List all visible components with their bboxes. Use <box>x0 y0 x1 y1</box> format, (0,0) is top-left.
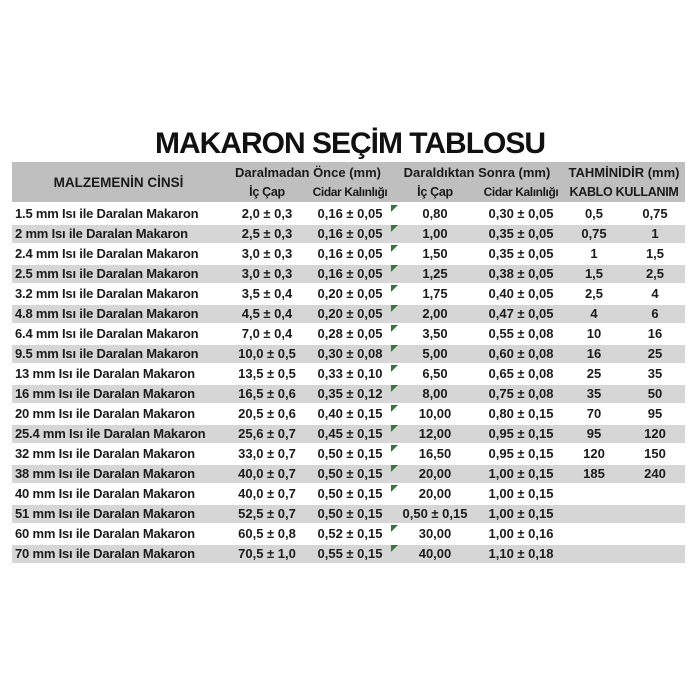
cell-wall-thickness-before: 0,16 ± 0,05 <box>317 206 383 221</box>
cell-inner-diameter-after: 20,00 <box>391 485 479 503</box>
table-row <box>12 545 685 565</box>
cell-wall-thickness-before: 0,16 ± 0,05 <box>317 246 383 261</box>
cell-wall-thickness-after: 1,10 ± 0,18 <box>488 546 554 561</box>
number-stored-as-text-indicator-icon <box>391 485 398 492</box>
cell-material: 2 mm Isı ile Daralan Makaron <box>15 226 188 241</box>
number-stored-as-text-indicator-icon <box>391 325 398 332</box>
cell-cable-max <box>625 505 685 523</box>
header-wall-thickness-before: Cidar Kalınlığı <box>312 185 388 199</box>
cell-wall-thickness-before: 0,50 ± 0,15 <box>317 446 383 461</box>
cell-inner-diameter-before: 2,5 ± 0,3 <box>241 226 293 241</box>
cell-wall-thickness-after: 0,60 ± 0,08 <box>488 346 554 361</box>
number-stored-as-text-indicator-icon <box>391 265 398 272</box>
cell-material: 40 mm Isı ile Daralan Makaron <box>15 486 195 501</box>
table-row <box>12 305 685 325</box>
header-group-after-shrink: Daraldıktan Sonra (mm) <box>403 164 551 180</box>
cell-inner-diameter-before: 3,5 ± 0,4 <box>241 286 293 301</box>
cell-inner-diameter-after: 16,50 <box>391 445 479 463</box>
number-stored-as-text-indicator-icon <box>391 305 398 312</box>
number-stored-as-text-indicator-icon <box>391 405 398 412</box>
number-stored-as-text-indicator-icon <box>391 285 398 292</box>
header-group-before-shrink: Daralmadan Önce (mm) <box>235 164 381 180</box>
cell-material: 2.4 mm Isı ile Daralan Makaron <box>15 246 199 261</box>
cell-inner-diameter-before: 25,6 ± 0,7 <box>238 426 296 441</box>
cell-cable-max: 2,5 <box>645 266 665 281</box>
cell-material: 6.4 mm Isı ile Daralan Makaron <box>15 326 199 341</box>
table-row <box>12 325 685 345</box>
cell-inner-diameter-before: 70,5 ± 1,0 <box>238 546 296 561</box>
cell-inner-diameter-before: 16,5 ± 0,6 <box>238 386 296 401</box>
cell-inner-diameter-after: 30,00 <box>391 525 479 543</box>
cell-cable-min: 35 <box>586 386 602 401</box>
cell-cable-min <box>563 545 625 563</box>
cell-material: 16 mm Isı ile Daralan Makaron <box>15 386 195 401</box>
cell-wall-thickness-before: 0,20 ± 0,05 <box>317 286 383 301</box>
table-row <box>12 525 685 545</box>
header-inner-diameter-before: İç Çap <box>249 185 285 199</box>
cell-cable-max: 50 <box>647 386 663 401</box>
cell-wall-thickness-before: 0,28 ± 0,05 <box>317 326 383 341</box>
cell-wall-thickness-after: 0,38 ± 0,05 <box>488 266 554 281</box>
table-row <box>12 205 685 225</box>
cell-wall-thickness-before: 0,50 ± 0,15 <box>317 466 383 481</box>
makaron-table <box>12 162 685 565</box>
cell-cable-min: 4 <box>590 306 598 321</box>
cell-inner-diameter-before: 2,0 ± 0,3 <box>241 206 293 221</box>
cell-cable-min <box>563 485 625 503</box>
cell-cable-min: 95 <box>586 426 602 441</box>
table-row <box>12 365 685 385</box>
cell-inner-diameter-after: 1,25 <box>391 265 479 283</box>
cell-inner-diameter-after: 20,00 <box>391 465 479 483</box>
cell-material: 38 mm Isı ile Daralan Makaron <box>15 466 195 481</box>
header-group-estimate: TAHMİNİDİR (mm) <box>568 164 680 180</box>
table-header <box>12 162 685 202</box>
table-row <box>12 425 685 445</box>
cell-material: 51 mm Isı ile Daralan Makaron <box>15 506 195 521</box>
number-stored-as-text-indicator-icon <box>391 245 398 252</box>
cell-inner-diameter-before: 52,5 ± 0,7 <box>238 506 296 521</box>
cell-cable-min <box>563 505 625 523</box>
table-row <box>12 465 685 485</box>
cell-inner-diameter-before: 60,5 ± 0,8 <box>238 526 296 541</box>
number-stored-as-text-indicator-icon <box>391 445 398 452</box>
table-body <box>12 205 685 565</box>
cell-wall-thickness-after: 1,00 ± 0,16 <box>488 526 554 541</box>
cell-cable-max: 0,75 <box>642 206 668 221</box>
cell-inner-diameter-after: 1,50 <box>391 245 479 263</box>
header-material-type: MALZEMENİN CİNSİ <box>53 174 184 190</box>
cell-cable-min <box>563 525 625 543</box>
cell-cable-max: 1,5 <box>645 246 665 261</box>
cell-inner-diameter-before: 40,0 ± 0,7 <box>238 466 296 481</box>
cell-inner-diameter-after: 1,00 <box>391 225 479 243</box>
cell-inner-diameter-after: 40,00 <box>391 545 479 563</box>
header-cable-usage: KABLO KULLANIM <box>569 185 679 199</box>
cell-cable-max: 35 <box>647 366 663 381</box>
cell-inner-diameter-before: 40,0 ± 0,7 <box>238 486 296 501</box>
cell-cable-min: 1,5 <box>584 266 604 281</box>
table-row <box>12 485 685 505</box>
cell-wall-thickness-before: 0,20 ± 0,05 <box>317 306 383 321</box>
cell-material: 1.5 mm Isı ile Daralan Makaron <box>15 206 199 221</box>
cell-cable-min: 25 <box>586 366 602 381</box>
cell-cable-max: 25 <box>647 346 663 361</box>
number-stored-as-text-indicator-icon <box>391 385 398 392</box>
cell-inner-diameter-before: 33,0 ± 0,7 <box>238 446 296 461</box>
cell-inner-diameter-before: 3,0 ± 0,3 <box>241 246 293 261</box>
cell-inner-diameter-before: 10,0 ± 0,5 <box>238 346 296 361</box>
cell-inner-diameter-after: 2,00 <box>391 305 479 323</box>
cell-wall-thickness-before: 0,55 ± 0,15 <box>317 546 383 561</box>
table-row <box>12 505 685 525</box>
cell-inner-diameter-after: 6,50 <box>391 365 479 383</box>
header-wall-thickness-after: Cidar Kalınlığı <box>483 185 559 199</box>
number-stored-as-text-indicator-icon <box>391 205 398 212</box>
table-row <box>12 265 685 285</box>
cell-wall-thickness-after: 0,55 ± 0,08 <box>488 326 554 341</box>
table-row <box>12 445 685 465</box>
table-row <box>12 225 685 245</box>
cell-wall-thickness-after: 1,00 ± 0,15 <box>488 506 554 521</box>
cell-cable-max: 120 <box>644 426 666 441</box>
cell-inner-diameter-after: 0,80 <box>391 205 479 223</box>
number-stored-as-text-indicator-icon <box>391 545 398 552</box>
cell-material: 2.5 mm Isı ile Daralan Makaron <box>15 266 199 281</box>
cell-inner-diameter-before: 13,5 ± 0,5 <box>238 366 296 381</box>
cell-cable-min: 120 <box>583 446 605 461</box>
number-stored-as-text-indicator-icon <box>391 425 398 432</box>
cell-wall-thickness-after: 0,75 ± 0,08 <box>488 386 554 401</box>
cell-cable-min: 0,5 <box>584 206 604 221</box>
cell-cable-min: 1 <box>590 246 598 261</box>
cell-wall-thickness-before: 0,45 ± 0,15 <box>317 426 383 441</box>
cell-wall-thickness-before: 0,35 ± 0,12 <box>317 386 383 401</box>
cell-wall-thickness-after: 0,95 ± 0,15 <box>488 446 554 461</box>
cell-cable-min: 70 <box>586 406 602 421</box>
header-inner-diameter-after: İç Çap <box>417 185 453 199</box>
cell-wall-thickness-after: 0,95 ± 0,15 <box>488 426 554 441</box>
cell-inner-diameter-after: 12,00 <box>391 425 479 443</box>
table-row <box>12 285 685 305</box>
cell-inner-diameter-before: 3,0 ± 0,3 <box>241 266 293 281</box>
cell-cable-max: 240 <box>644 466 666 481</box>
cell-wall-thickness-before: 0,52 ± 0,15 <box>317 526 383 541</box>
cell-inner-diameter-after: 3,50 <box>391 325 479 343</box>
cell-inner-diameter-before: 4,5 ± 0,4 <box>241 306 293 321</box>
cell-cable-max: 150 <box>644 446 666 461</box>
cell-wall-thickness-before: 0,16 ± 0,05 <box>317 266 383 281</box>
cell-material: 25.4 mm Isı ile Daralan Makaron <box>15 426 206 441</box>
cell-material: 13 mm Isı ile Daralan Makaron <box>15 366 195 381</box>
cell-inner-diameter-after: 0,50 ± 0,15 <box>402 506 468 521</box>
cell-cable-min: 2,5 <box>584 286 604 301</box>
cell-wall-thickness-before: 0,16 ± 0,05 <box>317 226 383 241</box>
number-stored-as-text-indicator-icon <box>391 345 398 352</box>
cell-inner-diameter-after: 1,75 <box>391 285 479 303</box>
number-stored-as-text-indicator-icon <box>391 365 398 372</box>
cell-inner-diameter-before: 20,5 ± 0,6 <box>238 406 296 421</box>
table-row <box>12 405 685 425</box>
cell-wall-thickness-after: 1,00 ± 0,15 <box>488 466 554 481</box>
cell-cable-min: 10 <box>586 326 602 341</box>
cell-wall-thickness-before: 0,30 ± 0,08 <box>317 346 383 361</box>
cell-material: 60 mm Isı ile Daralan Makaron <box>15 526 195 541</box>
table-row <box>12 385 685 405</box>
cell-cable-max: 6 <box>651 306 659 321</box>
cell-material: 3.2 mm Isı ile Daralan Makaron <box>15 286 199 301</box>
cell-cable-max <box>625 485 685 503</box>
cell-cable-min: 0,75 <box>581 226 607 241</box>
cell-cable-max: 16 <box>647 326 663 341</box>
cell-inner-diameter-after: 10,00 <box>391 405 479 423</box>
cell-wall-thickness-before: 0,40 ± 0,15 <box>317 406 383 421</box>
cell-wall-thickness-after: 0,35 ± 0,05 <box>488 246 554 261</box>
cell-wall-thickness-after: 0,40 ± 0,05 <box>488 286 554 301</box>
table-row <box>12 245 685 265</box>
cell-wall-thickness-after: 0,30 ± 0,05 <box>488 206 554 221</box>
cell-inner-diameter-after: 5,00 <box>391 345 479 363</box>
cell-material: 20 mm Isı ile Daralan Makaron <box>15 406 195 421</box>
cell-cable-max <box>625 525 685 543</box>
page-title: MAKARON SEÇİM TABLOSU <box>154 127 546 160</box>
cell-cable-max: 1 <box>651 226 659 241</box>
cell-cable-max <box>625 545 685 563</box>
number-stored-as-text-indicator-icon <box>391 225 398 232</box>
number-stored-as-text-indicator-icon <box>391 465 398 472</box>
cell-material: 70 mm Isı ile Daralan Makaron <box>15 546 195 561</box>
cell-cable-max: 4 <box>651 286 659 301</box>
cell-inner-diameter-after: 8,00 <box>391 385 479 403</box>
cell-wall-thickness-after: 0,80 ± 0,15 <box>488 406 554 421</box>
cell-wall-thickness-before: 0,50 ± 0,15 <box>317 486 383 501</box>
cell-cable-min: 16 <box>586 346 602 361</box>
cell-cable-max: 95 <box>647 406 663 421</box>
cell-wall-thickness-before: 0,33 ± 0,10 <box>317 366 383 381</box>
cell-inner-diameter-before: 7,0 ± 0,4 <box>241 326 293 341</box>
cell-wall-thickness-before: 0,50 ± 0,15 <box>317 506 383 521</box>
cell-wall-thickness-after: 1,00 ± 0,15 <box>488 486 554 501</box>
table-row <box>12 345 685 365</box>
cell-material: 32 mm Isı ile Daralan Makaron <box>15 446 195 461</box>
cell-material: 4.8 mm Isı ile Daralan Makaron <box>15 306 199 321</box>
cell-wall-thickness-after: 0,47 ± 0,05 <box>488 306 554 321</box>
cell-wall-thickness-after: 0,35 ± 0,05 <box>488 226 554 241</box>
number-stored-as-text-indicator-icon <box>391 525 398 532</box>
cell-cable-min: 185 <box>583 466 605 481</box>
cell-wall-thickness-after: 0,65 ± 0,08 <box>488 366 554 381</box>
cell-material: 9.5 mm Isı ile Daralan Makaron <box>15 346 199 361</box>
